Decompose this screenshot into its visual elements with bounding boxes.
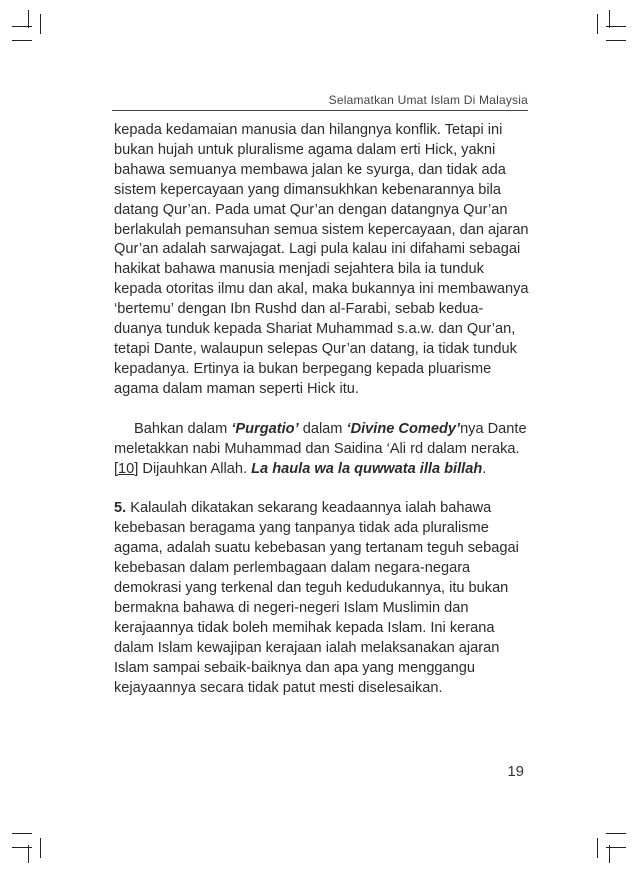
- paragraph-2: [114, 420, 530, 480]
- crop-mark: [40, 14, 41, 34]
- crop-mark: [12, 40, 32, 41]
- text-run: Bahkan dalam: [134, 420, 232, 437]
- text-run: Dijauhkan Allah.: [138, 460, 252, 477]
- crop-mark: [606, 833, 626, 834]
- footnote-link[interactable]: [10]: [114, 460, 139, 477]
- paragraph-1: kepada kedamaian manusia dan hilangnya konflik. Tetapi ini bukan hujah untuk pluralisme agama dalam erti Hick, yakni bahawa semuanya membawa jalan ke syurga, dan tidak ada sistem kepercayaan yang dimansukhkan kebenarannya bila datang Qur’an. Pada umat Qur’an dengan datangnya Qur’an berlakulah pemansuhan semua sistem kepercayaan, dan ajaran Qur’an adalah sarwajagat. Lagi pula kalau ini difahami sebagai hakikat bahawa manusia menjadi sejahtera bila ia tunduk kepada otoritas ilmu dan akal, maka bukannya ini membawanya ‘bertemu’ dengan Ibn Rushd dan al-Farabi, sebab kedua-duanya tunduk kepada Shariat Muhammad s.a.w. dan Qur’an, tetapi Dante, walaupun selepas Qur’an datang, ia tidak tunduk kepadanya. Ertinya ia bukan berpegang kepada pluarisme agama dalam maman seperti Hick itu.: [114, 122, 529, 397]
- crop-mark: [609, 845, 610, 863]
- crop-mark: [12, 833, 32, 834]
- body-text: [114, 121, 530, 698]
- title-divine-comedy: ‘Divine Comedy’: [346, 420, 461, 437]
- crop-mark: [40, 838, 41, 858]
- text-run: dalam: [298, 420, 347, 437]
- crop-mark: [609, 10, 610, 28]
- arabic-phrase: La haula wa la quwwata illa billah: [251, 460, 483, 477]
- header-rule: [112, 110, 528, 111]
- text-run: .: [482, 460, 487, 477]
- running-header: Selamatkan Umat Islam Di Malaysia: [328, 93, 528, 107]
- crop-mark: [606, 40, 626, 41]
- text-run: nya Dante meletakkan nabi Muhammad dan Saidina ‘Ali rd dalam neraka.: [114, 420, 527, 457]
- text-run: Kalaulah dikatakan sekarang keadaannya ialah bahawa kebebasan beragama yang tanpanya tidak ada pluralisme agama, adalah suatu kebebasan yang tertanam teguh sebagai kebebasan dalam perlembagaan dalam negara-negara demokrasi yang terkenal dan teguh kedudukannya, itu bukan bermakna bahawa di negeri-negeri Islam Muslimin dan kerajaannya tidak boleh memihak kepada Islam. Ini kerana dalam Islam kewajipan kerajaan ialah melaksanakan ajaran Islam sampai sebaik-baiknya dan apa yang menggangu kejayaannya secara tidak patut mesti diselesaikan.: [114, 500, 519, 696]
- page-number: 19: [507, 763, 524, 780]
- crop-mark: [12, 26, 32, 27]
- item-number: 5.: [114, 500, 127, 517]
- paragraph-3: [114, 499, 530, 698]
- crop-mark: [28, 845, 29, 863]
- crop-mark: [28, 10, 29, 28]
- crop-mark: [597, 838, 598, 858]
- crop-mark: [597, 14, 598, 34]
- crop-mark: [12, 847, 32, 848]
- title-purgatio: ‘Purgatio’: [231, 420, 299, 437]
